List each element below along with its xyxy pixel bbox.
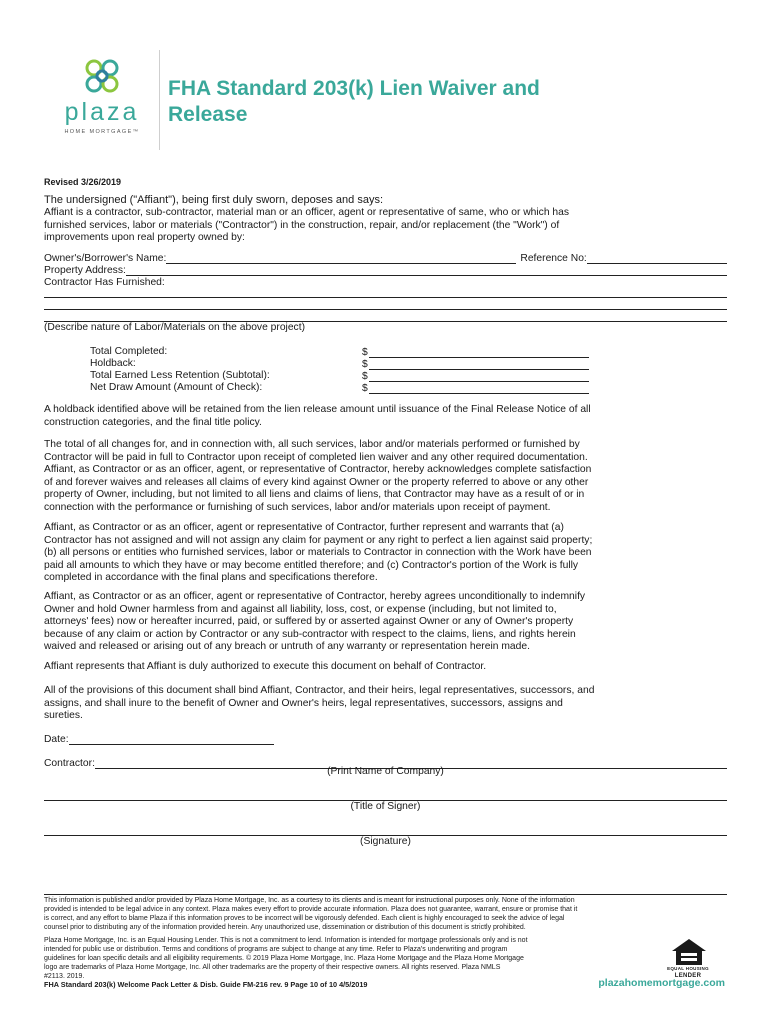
describe-note: (Describe nature of Labor/Materials on the above project) xyxy=(44,322,305,333)
equal-line: intended for public use or distribution. Terms and conditions of programs are subject to change at any time. Refer to Plaza's underwriting and program xyxy=(44,946,508,953)
indemnify-paragraph xyxy=(44,591,729,654)
paragraph-line: (b) all persons or entities who furnished services, labor or materials to Contractor in connection with the Work have been xyxy=(44,547,592,559)
paragraph-line: Affiant, as Contractor or as an officer, agent or representative of Contractor, hereby agrees unconditionally to indemnify xyxy=(44,591,586,602)
paragraph-line: Contractor will be paid in full to Contractor upon receipt of completed lien waiver and any other required documentation. xyxy=(44,451,588,463)
paragraph-line: Affiant, as Contractor or as an officer, agent or representative of Contractor, further represent and warrants that (a) xyxy=(44,522,564,533)
amount-field-total-completed[interactable] xyxy=(362,346,589,358)
paragraph-line: connection with the performance or furnishing of such services, labor and/or materials upon receipt of payment. xyxy=(44,501,551,513)
paragraph-line: Owner and hold Owner harmless from and against all liability, loss, cost, or expense (including, but not limited to, xyxy=(44,603,557,615)
total-changes-paragraph xyxy=(44,439,729,515)
amount-field-holdback[interactable] xyxy=(362,358,589,370)
logo-wordmark: plaza xyxy=(64,98,140,126)
authorized-paragraph xyxy=(44,661,729,674)
paragraph-line: waived and released or arising out of any breach or untruth of any warranty or representation herein made. xyxy=(44,641,530,653)
signature-caption: (Signature) xyxy=(360,836,411,847)
contractor-furnished-label: Contractor Has Furnished: xyxy=(44,277,165,288)
footer-rule xyxy=(44,894,727,895)
disclaimer-line: is correct, and any effort to blame Plaza if this information proves to be incorrect will be vigorously defended. Each client is highly encouraged to seek the advice of legal xyxy=(44,915,565,922)
amount-line[interactable] xyxy=(369,360,589,370)
intro-paragraph xyxy=(44,193,729,245)
amount-label-total-completed: Total Completed: xyxy=(90,346,168,357)
contractor-furnished-row xyxy=(44,275,727,288)
paragraph-line: sureties. xyxy=(44,710,83,722)
paragraph-line: Contractor has not assigned and will not assign any claim for payment or any right to perfect a lien against said property; xyxy=(44,534,593,546)
amount-line[interactable] xyxy=(369,384,589,394)
reference-no-label: Reference No: xyxy=(520,253,587,264)
paragraph-line: property of Owner, including, but not limited to all liens and claims of liens, that Contractor may have as a result of or in xyxy=(44,489,585,501)
equal-housing-text xyxy=(44,936,656,981)
dollar-sign: $ xyxy=(362,383,368,394)
clover-logo-icon xyxy=(70,58,134,100)
plaza-logo xyxy=(52,58,152,138)
disclaimer-line: provided is intended to be legal advice in any context. Plaza makes every effort to provide accurate information. Plaza does not guarantee, warrant, ensure or promise that it xyxy=(44,906,578,913)
amount-line[interactable] xyxy=(369,348,589,358)
disclaimer-line: This information is published and/or provided by Plaza Home Mortgage, Inc. as a courtesy to its clients and is meant for instructional purposes only. None of the information xyxy=(44,897,575,904)
disclaimer-text xyxy=(44,896,724,932)
paragraph-line: construction categories, and the final title policy. xyxy=(44,416,262,428)
owner-name-label: Owner's/Borrower's Name: xyxy=(44,253,167,264)
eho-line: LENDER xyxy=(674,972,702,979)
paragraph-line: The total of all changes for, and in connection with, all such services, labor and/or materials performed or furnished by xyxy=(44,439,580,450)
paragraph-line: All of the provisions of this document shall bind Affiant, Contractor, and their heirs, legal representatives, successors, and xyxy=(44,685,595,696)
dollar-sign: $ xyxy=(362,359,368,370)
eho-line: EQUAL HOUSING xyxy=(667,966,709,971)
contractor-label: Contractor: xyxy=(44,758,95,769)
paragraph-line: A holdback identified above will be retained from the lien release amount until issuance of the Final Release Notice of all xyxy=(44,404,591,415)
intro-line: Affiant is a contractor, sub-contractor, material man or an officer, agent or representative of same, who or which has xyxy=(44,207,570,218)
amount-line[interactable] xyxy=(369,372,589,382)
dollar-sign: $ xyxy=(362,347,368,358)
document-title xyxy=(168,76,708,128)
paragraph-line: because of any claim or action by Contractor or any sub-contractor with respect to the claims, liens, and rights herein xyxy=(44,628,576,640)
amount-label-net-draw: Net Draw Amount (Amount of Check): xyxy=(90,382,263,393)
intro-line: furnished services, labor or materials ("Contractor") in the construction, repair, and/or replacement (the "Work") of xyxy=(44,219,560,231)
equal-line: logo are trademarks of Plaza Home Mortgage, Inc. All other trademarks are the property of their respective owners. All rights reserved. Plaza NMLS xyxy=(44,964,501,971)
document-footer-line: FHA Standard 203(k) Welcome Pack Letter & Disb. Guide FM-216 rev. 9 Page 10 of 10 4/5/2019 xyxy=(44,980,368,989)
equal-line: #2113. 2019. xyxy=(44,973,85,980)
property-address-label: Property Address: xyxy=(44,265,126,276)
provisions-paragraph xyxy=(44,685,729,723)
amount-label-subtotal: Total Earned Less Retention (Subtotal): xyxy=(90,370,270,381)
date-label: Date: xyxy=(44,734,69,745)
amount-field-subtotal[interactable] xyxy=(362,370,589,382)
amount-field-net-draw[interactable] xyxy=(362,382,589,394)
dollar-sign: $ xyxy=(362,371,368,382)
paragraph-line: of and forever waives and releases all claims of every kind against Owner or the property referred to above or any other xyxy=(44,476,589,488)
intro-line: The undersigned ("Affiant"), being first duly sworn, deposes and says: xyxy=(44,194,384,206)
disclaimer-line: counsel prior to distributing any of the information provided herein. Any unauthorized use, dissemination or distribution of this document is strictly prohibited. xyxy=(44,924,526,931)
warrants-paragraph xyxy=(44,522,729,585)
logo-subtitle: HOME MORTGAGE™ xyxy=(64,129,140,135)
furnished-line[interactable] xyxy=(44,297,727,298)
paragraph-line: Affiant represents that Affiant is duly authorized to execute this document on behalf of Contractor. xyxy=(44,661,487,672)
equal-line: Plaza Home Mortgage, Inc. is an Equal Housing Lender. This is not a commitment to lend. Information is intended for mortgage professionals only and is not xyxy=(44,937,528,944)
title-line-2: Release xyxy=(168,103,248,126)
print-name-caption: (Print Name of Company) xyxy=(327,766,444,777)
header-divider xyxy=(159,50,160,150)
amount-label-holdback: Holdback: xyxy=(90,358,136,369)
paragraph-line: paid all amounts to which they have or may become entitled therefore; and (c) Contractor's portion of the Work is fully xyxy=(44,559,579,571)
paragraph-line: completed in accordance with the final plans and specifications therefore. xyxy=(44,572,378,584)
website-link[interactable]: plazahomemortgage.com xyxy=(598,977,725,989)
holdback-paragraph xyxy=(44,404,729,429)
furnished-line[interactable] xyxy=(44,309,727,310)
intro-line: improvements upon real property owned by: xyxy=(44,232,245,244)
title-signer-caption: (Title of Signer) xyxy=(350,801,421,812)
paragraph-line: assigns, and shall inure to the benefit of Owner and Owner's heirs, legal representatives, successors, assigns and xyxy=(44,697,563,709)
paragraph-line: attorneys' fees) now or hereafter incurred, paid, or suffered by or asserted against Owner or any of Owner's property xyxy=(44,616,574,628)
date-row xyxy=(44,732,274,745)
equal-line: guidelines for loan specific details and all eligibility requirements. © 2019 Plaza Home Mortgage, Inc. Plaza Home Mortgage and the Plaza Home Mortgage xyxy=(44,955,524,962)
date-field[interactable] xyxy=(69,735,274,745)
paragraph-line: Affiant, as Contractor or as an officer, agent, or representative of Contractor, hereby acknowledges complete satisfaction xyxy=(44,464,592,476)
revised-date: Revised 3/26/2019 xyxy=(44,177,122,187)
title-line-1: FHA Standard 203(k) Lien Waiver and xyxy=(168,77,540,100)
